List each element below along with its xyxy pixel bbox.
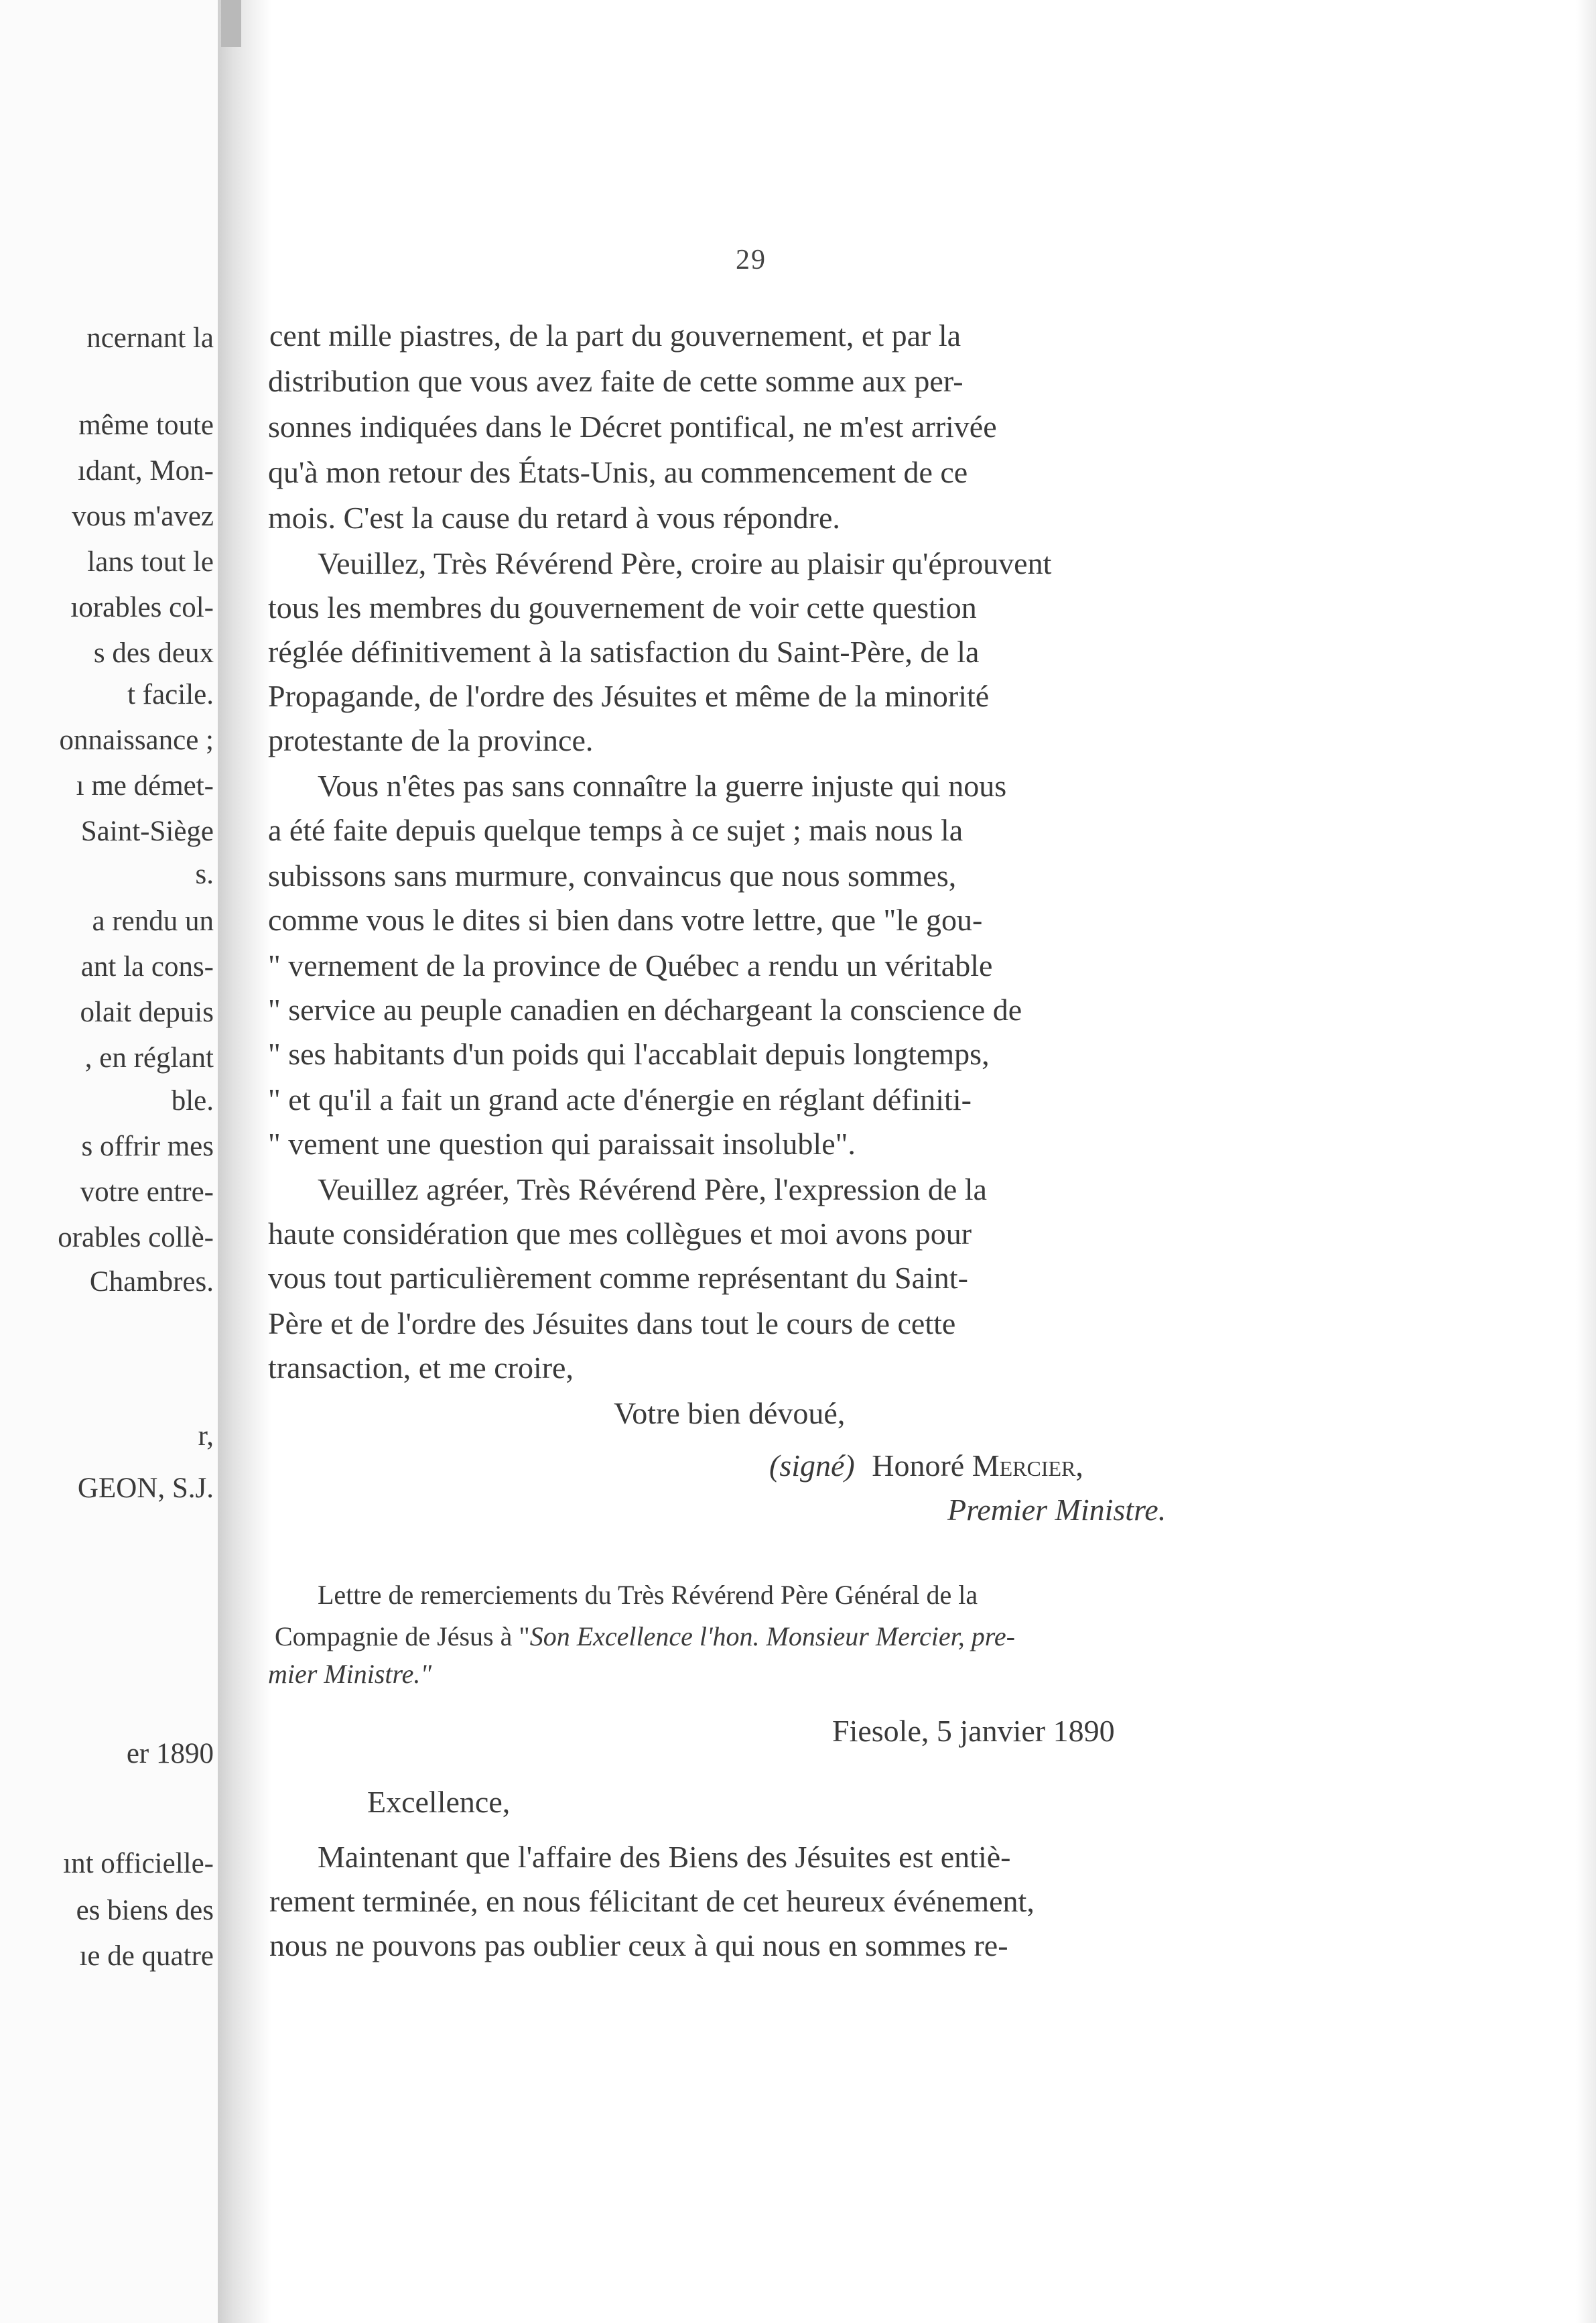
text-line: haute considération que mes collègues et moi avons pour: [268, 1216, 972, 1251]
text-line: " et qu'il a fait un grand acte d'énergie en réglant définiti-: [268, 1082, 972, 1117]
text-line: réglée définitivement à la satisfaction du Saint-Père, de la: [268, 635, 980, 669]
left-line: ı me démet-: [76, 770, 214, 802]
salutation: Excellence,: [367, 1785, 511, 1819]
signatory-title: Premier Ministre.: [947, 1493, 1167, 1527]
left-line: GEON, S.J.: [77, 1472, 214, 1504]
caption-line: Lettre de remerciements du Très Révérend Père Général de la: [318, 1580, 978, 1610]
text-line: Veuillez, Très Révérend Père, croire au plaisir qu'éprouvent: [318, 546, 1052, 580]
text-line: Maintenant que l'affaire des Biens des Jésuites est entiè-: [318, 1840, 1011, 1874]
text-line: cent mille piastres, de la part du gouvernement, et par la: [269, 318, 961, 353]
caption-line: [275, 1621, 1015, 1652]
text-line: distribution que vous avez faite de cette somme aux per-: [268, 364, 963, 398]
left-line: ıe de quatre: [79, 1940, 214, 1972]
text-line: tous les membres du gouvernement de voir cette question: [268, 590, 977, 625]
left-line: ble.: [171, 1085, 214, 1117]
signatory-first-name: Honoré: [872, 1448, 965, 1483]
page-number: 29: [736, 245, 767, 275]
text-line: Père et de l'ordre des Jésuites dans tout le cours de cette: [268, 1306, 956, 1340]
left-line: t facile.: [127, 679, 214, 710]
text-line: qu'à mon retour des États-Unis, au commencement de ce: [268, 455, 968, 489]
page-edge: [1576, 0, 1596, 2323]
text-line: protestante de la province.: [268, 723, 594, 757]
left-line: a rendu un: [92, 905, 214, 937]
left-page-fragment: [0, 0, 218, 2323]
signature-line: [769, 1448, 1083, 1483]
text-line: nous ne pouvons pas oublier ceux à qui nous en sommes re-: [269, 1928, 1008, 1962]
left-line: même toute: [78, 410, 214, 441]
left-line: onnaissance ;: [59, 725, 214, 756]
left-line: orables collè-: [58, 1222, 214, 1253]
text-line: vous tout particulièrement comme représentant du Saint-: [268, 1261, 968, 1295]
left-line: s offrir mes: [81, 1131, 214, 1162]
left-line: Chambres.: [89, 1266, 214, 1298]
book-gutter: [218, 0, 271, 2323]
text-line: " vement une question qui paraissait insoluble".: [268, 1127, 856, 1161]
left-line: Saint-Siège: [80, 816, 214, 847]
left-line: ant la cons-: [80, 951, 214, 983]
text-line: subissons sans murmure, convaincus que nous sommes,: [268, 859, 957, 893]
text-line: " ses habitants d'un poids qui l'accablait depuis longtemps,: [268, 1037, 990, 1071]
left-line: s.: [195, 859, 214, 890]
signed-mark: (signé): [769, 1448, 855, 1483]
text-line: rement terminée, en nous félicitant de cet heureux événement,: [269, 1884, 1035, 1918]
left-line: ıorables col-: [70, 592, 214, 623]
signatory-surname: Mercier,: [972, 1448, 1083, 1483]
place-date: Fiesole, 5 janvier 1890: [832, 1714, 1115, 1748]
text-line: Propagande, de l'ordre des Jésuites et même de la minorité: [268, 679, 990, 713]
left-line: lans tout le: [87, 546, 214, 578]
text-line: mois. C'est la cause du retard à vous répondre.: [268, 501, 840, 535]
left-line: , en réglant: [84, 1042, 214, 1074]
left-line: ncernant la: [86, 322, 214, 354]
text-line: " vernement de la province de Québec a rendu un véritable: [268, 948, 993, 983]
caption-roman: Compagnie de Jésus à ": [275, 1621, 530, 1651]
text-line: Vous n'êtes pas sans connaître la guerre injuste qui nous: [318, 769, 1007, 803]
left-line: er 1890: [126, 1738, 214, 1769]
text-line: " service au peuple canadien en déchargeant la conscience de: [268, 993, 1022, 1027]
left-line: es biens des: [76, 1895, 214, 1926]
caption-italic: Son Excellence l'hon. Monsieur Mercier, pre-: [529, 1621, 1015, 1651]
left-line: s des deux: [93, 637, 214, 669]
gutter-shadow: [221, 0, 241, 47]
left-line: r,: [198, 1420, 214, 1452]
left-line: olait depuis: [80, 997, 214, 1028]
left-line: ıdant, Mon-: [77, 455, 214, 487]
left-line: votre entre-: [80, 1176, 214, 1208]
caption-line: mier Ministre.": [268, 1659, 432, 1689]
text-line: sonnes indiquées dans le Décret pontifical, ne m'est arrivée: [268, 410, 997, 444]
left-line: ınt officielle-: [63, 1848, 214, 1879]
text-line: Veuillez agréer, Très Révérend Père, l'expression de la: [318, 1172, 987, 1206]
text-line: a été faite depuis quelque temps à ce sujet ; mais nous la: [268, 813, 963, 847]
letter-closing: Votre bien dévoué,: [614, 1396, 846, 1430]
left-line: vous m'avez: [72, 501, 214, 532]
text-line: transaction, et me croire,: [268, 1351, 574, 1385]
text-line: comme vous le dites si bien dans votre lettre, que "le gou-: [268, 903, 983, 937]
